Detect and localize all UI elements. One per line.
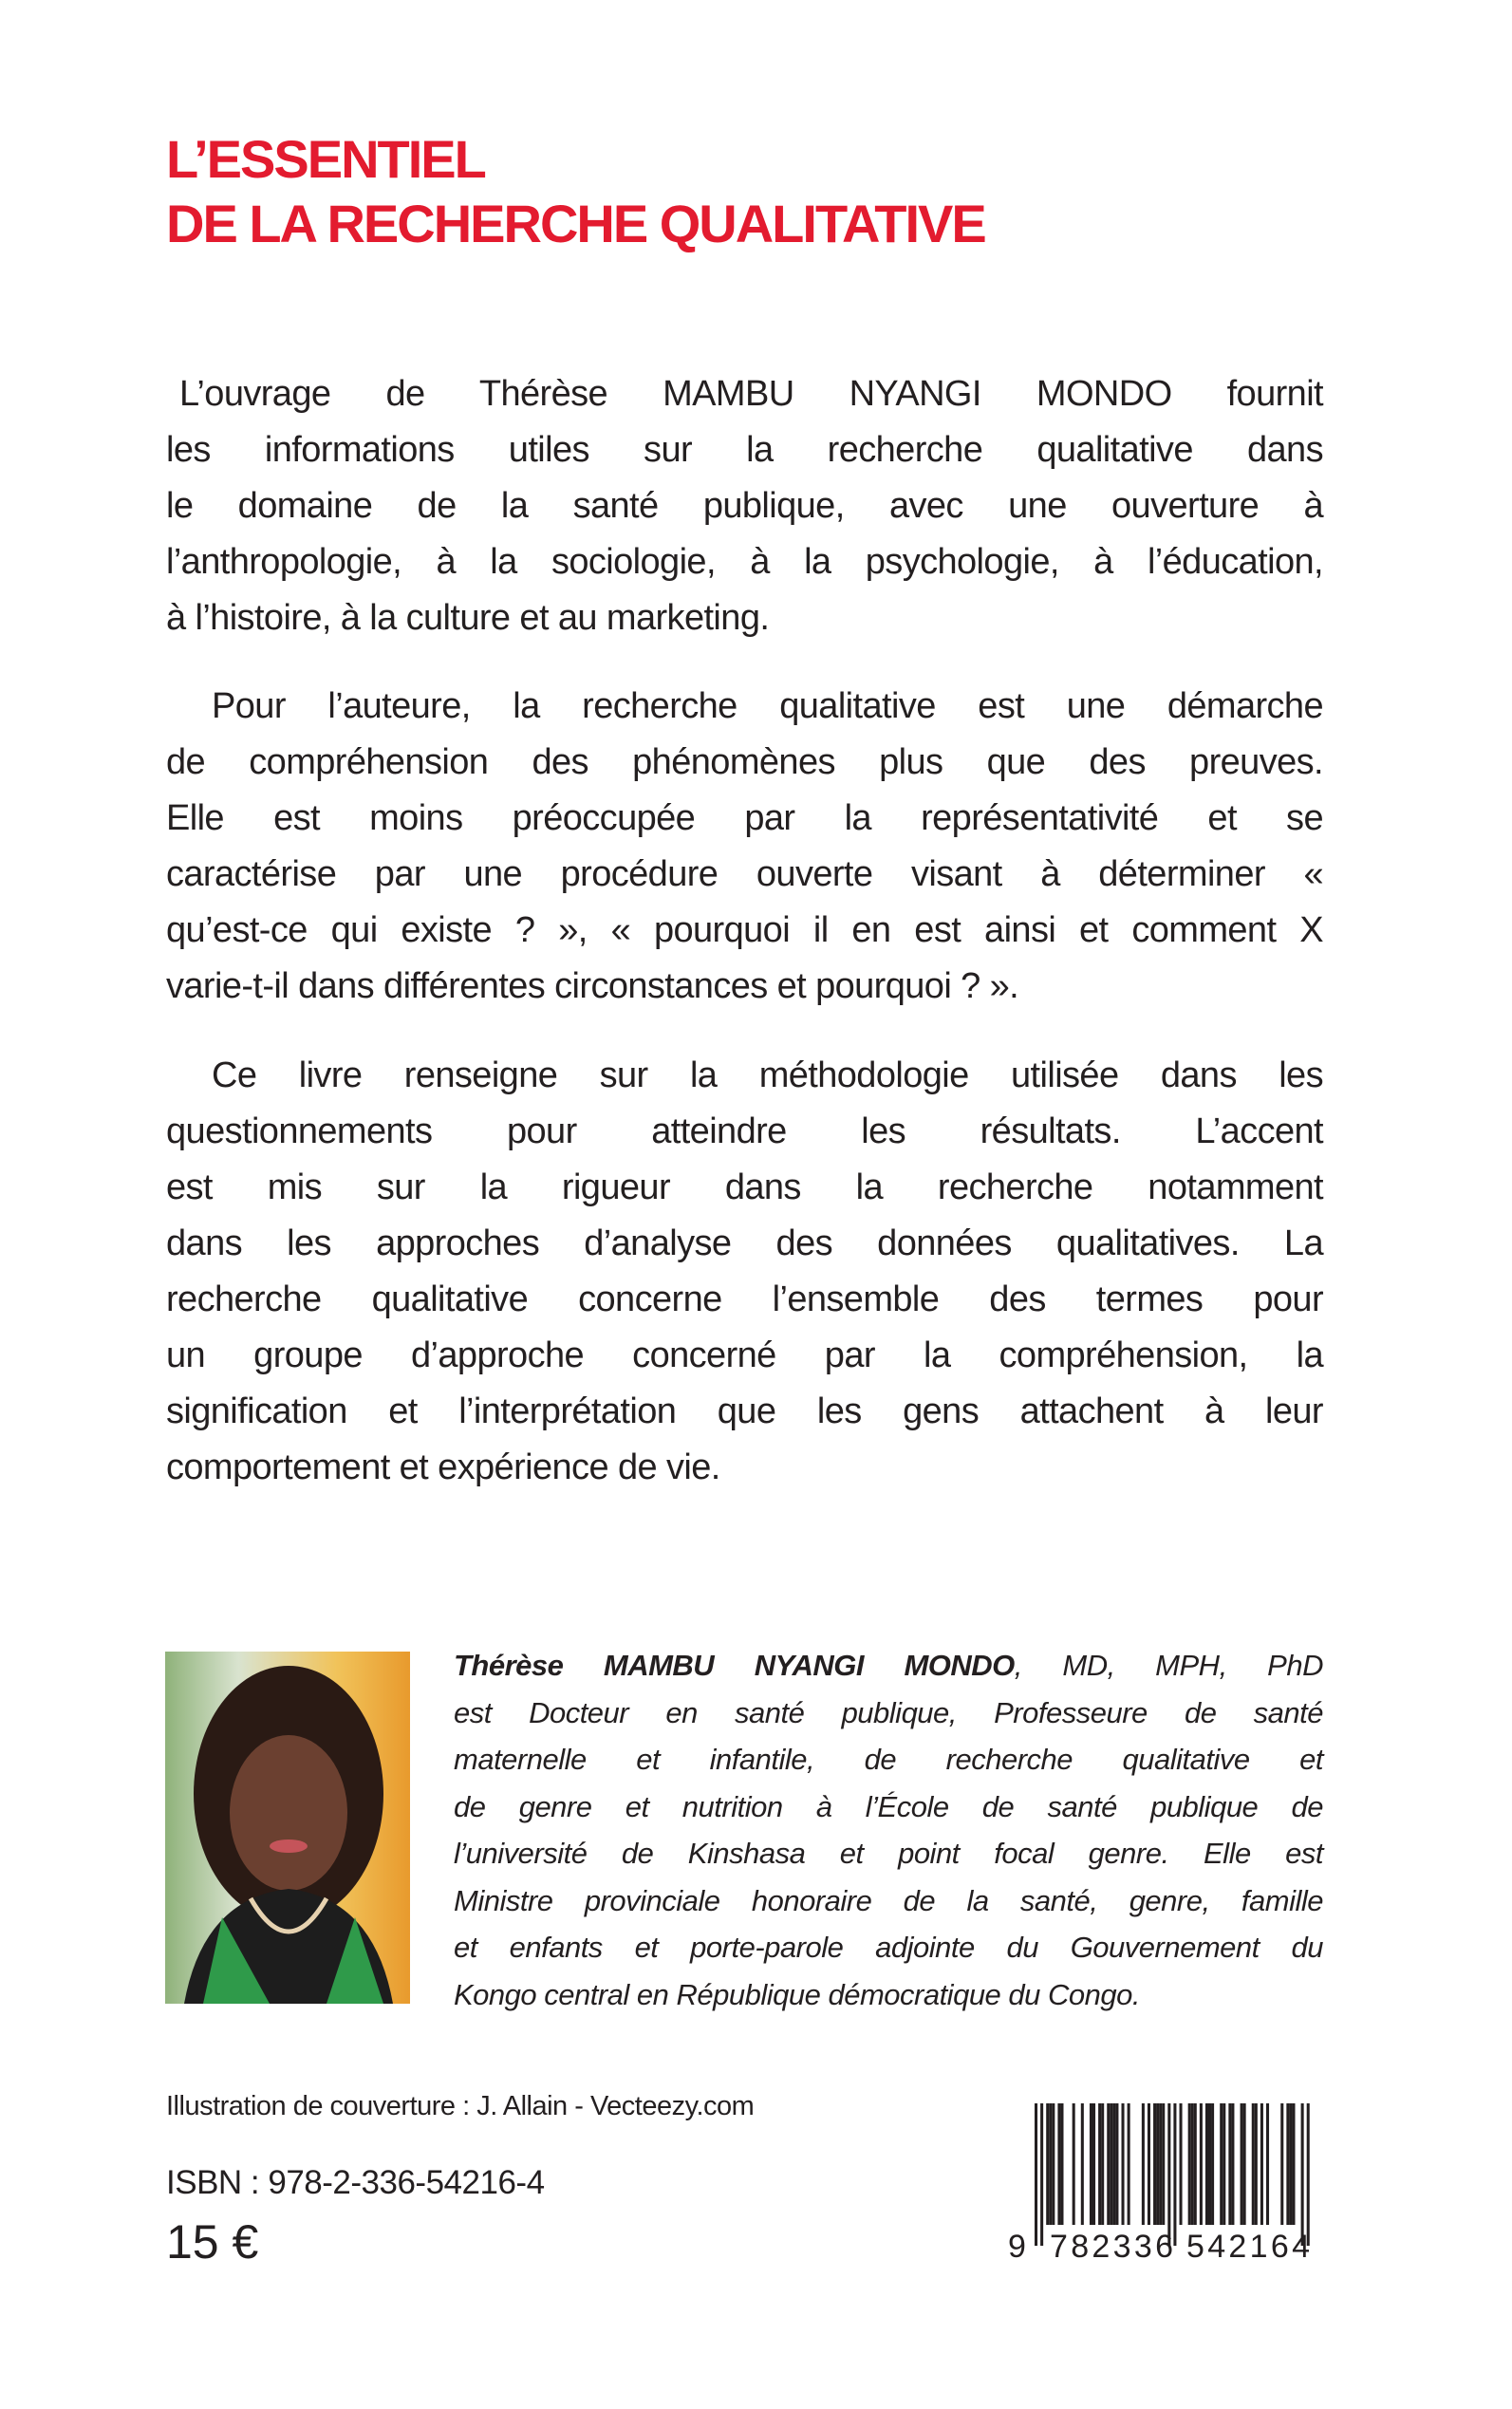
barcode-bar xyxy=(1112,2103,1115,2225)
barcode-bar xyxy=(1223,2103,1225,2225)
text-line: recherche qualitative concerne l’ensemble des termes pour xyxy=(166,1279,1323,1319)
text-line: l’anthropologie, à la sociologie, à la psychologie, à l’éducation, xyxy=(166,542,1323,582)
text-line: le domaine de la santé publique, avec une ouverture à xyxy=(166,486,1323,526)
barcode-bar xyxy=(1060,2103,1063,2225)
barcode-bar xyxy=(1280,2103,1283,2225)
bio-line: de genre et nutrition à l’École de santé publique de xyxy=(454,1789,1323,1823)
text-line: L’ouvrage de Thérèse MAMBU NYANGI MONDO fournit xyxy=(179,374,1323,414)
author-photo xyxy=(165,1652,410,2004)
barcode-bar xyxy=(1173,2103,1176,2246)
text-line: Elle est moins préoccupée par la représentativité et se xyxy=(166,798,1323,838)
bio-line xyxy=(454,1642,1323,1690)
text-line: les informations utiles sur la recherche qualitative dans xyxy=(166,430,1323,470)
barcode-bar xyxy=(1200,2103,1203,2225)
barcode-bar xyxy=(1194,2103,1197,2225)
paragraph-2 xyxy=(166,679,1323,1015)
text-line: de compréhension des phénomènes plus que des preuves. xyxy=(166,742,1323,782)
barcode-right-digits: 542164 xyxy=(1186,2229,1310,2261)
book-title-line-1: L’ESSENTIEL xyxy=(166,129,485,189)
paragraph-1 xyxy=(166,366,1323,646)
text-line: questionnements pour atteindre les résultats. L’accent xyxy=(166,1111,1323,1151)
barcode-first-digit: 9 xyxy=(1008,2229,1026,2261)
barcode-bar xyxy=(1289,2103,1292,2225)
bio-line: Ministre provinciale honoraire de la santé, genre, famille xyxy=(454,1883,1323,1917)
barcode-bar xyxy=(1162,2103,1165,2225)
barcode-bar xyxy=(1090,2103,1092,2225)
text-line: varie-t-il dans différentes circonstances et pourquoi ? ». xyxy=(166,966,1019,1006)
barcode-bar xyxy=(1107,2103,1110,2225)
barcode-bar xyxy=(1205,2103,1208,2225)
barcode-bar xyxy=(1110,2103,1112,2225)
barcode-bar xyxy=(1188,2103,1191,2225)
paragraph-3 xyxy=(166,1048,1323,1496)
text-line: dans les approches d’analyse des données qualitatives. La xyxy=(166,1223,1323,1263)
author-degrees: , MD, MPH, PhD xyxy=(1014,1649,1323,1682)
isbn-barcode xyxy=(1006,2100,1329,2261)
text-line: à l’histoire, à la culture et au marketing. xyxy=(166,598,770,638)
barcode-bar xyxy=(1057,2103,1060,2225)
barcode-bar xyxy=(1159,2103,1162,2225)
barcode-bar xyxy=(1167,2103,1170,2246)
barcode-bar xyxy=(1046,2103,1049,2225)
barcode-bar xyxy=(1073,2103,1075,2225)
bio-line: Kongo central en République démocratique du Congo. xyxy=(454,1977,1140,2011)
text-line: Ce livre renseigne sur la méthodologie utilisée dans les xyxy=(212,1055,1323,1095)
barcode-bar xyxy=(1252,2103,1255,2225)
barcode-bar xyxy=(1231,2103,1234,2225)
barcode-bar xyxy=(1049,2103,1052,2225)
barcode-bar xyxy=(1035,2103,1037,2246)
barcode-bar xyxy=(1148,2103,1150,2225)
text-line: qu’est-ce qui existe ? », « pourquoi il en est ainsi et comment X xyxy=(166,910,1323,950)
bio-line: maternelle et infantile, de recherche qualitative et xyxy=(454,1743,1323,1776)
bio-line: l’université de Kinshasa et point focal genre. Elle est xyxy=(454,1837,1323,1870)
barcode-bar xyxy=(1092,2103,1095,2225)
barcode-bar xyxy=(1255,2103,1258,2225)
barcode-bar xyxy=(1301,2103,1304,2246)
text-line: un groupe d’approche concerné par la compréhension, la xyxy=(166,1335,1323,1375)
barcode-bar xyxy=(1266,2103,1269,2225)
barcode-bar xyxy=(1122,2103,1125,2225)
barcode-bar xyxy=(1101,2103,1104,2225)
bio-line: est Docteur en santé publique, Professeure de santé xyxy=(454,1695,1323,1729)
barcode-bar xyxy=(1142,2103,1145,2225)
barcode-bar xyxy=(1156,2103,1159,2225)
barcode-bar xyxy=(1115,2103,1118,2225)
barcode-bar xyxy=(1260,2103,1263,2225)
barcode-bar xyxy=(1052,2103,1055,2225)
barcode-bar xyxy=(1180,2103,1183,2225)
barcode-left-digits: 782336 xyxy=(1050,2229,1173,2261)
text-line: comportement et expérience de vie. xyxy=(166,1447,720,1487)
barcode-bar xyxy=(1098,2103,1101,2225)
barcode-bar xyxy=(1128,2103,1130,2225)
barcode-bar xyxy=(1220,2103,1223,2225)
isbn: ISBN : 978-2-336-54216-4 xyxy=(166,2164,545,2201)
barcode-bar xyxy=(1081,2103,1084,2225)
text-line: Pour l’auteure, la recherche qualitative est une démarche xyxy=(212,686,1323,726)
barcode-bar xyxy=(1040,2103,1043,2246)
cover-credit: Illustration de couverture : J. Allain - Vecteezy.com xyxy=(166,2091,755,2121)
barcode-bar xyxy=(1241,2103,1243,2225)
price: 15 € xyxy=(166,2215,259,2269)
barcode-bar xyxy=(1243,2103,1246,2225)
barcode-bar xyxy=(1228,2103,1231,2225)
barcode-bar xyxy=(1153,2103,1156,2225)
book-title-line-2: DE LA RECHERCHE QUALITATIVE xyxy=(166,194,985,253)
barcode-bar xyxy=(1286,2103,1289,2225)
barcode-bar xyxy=(1211,2103,1214,2225)
text-line: est mis sur la rigueur dans la recherche notamment xyxy=(166,1167,1323,1207)
text-line: signification et l’interprétation que les gens attachent à leur xyxy=(166,1391,1323,1431)
barcode-bar xyxy=(1191,2103,1194,2225)
barcode-bar xyxy=(1292,2103,1295,2225)
barcode-bar xyxy=(1208,2103,1211,2225)
bio-line: et enfants et porte-parole adjointe du Gouvernement du xyxy=(454,1931,1323,1964)
barcode-bar xyxy=(1307,2103,1310,2246)
author-name: Thérèse MAMBU NYANGI MONDO xyxy=(454,1649,1015,1682)
author-bio xyxy=(454,1642,1323,2018)
text-line: caractérise par une procédure ouverte visant à déterminer « xyxy=(166,854,1323,894)
